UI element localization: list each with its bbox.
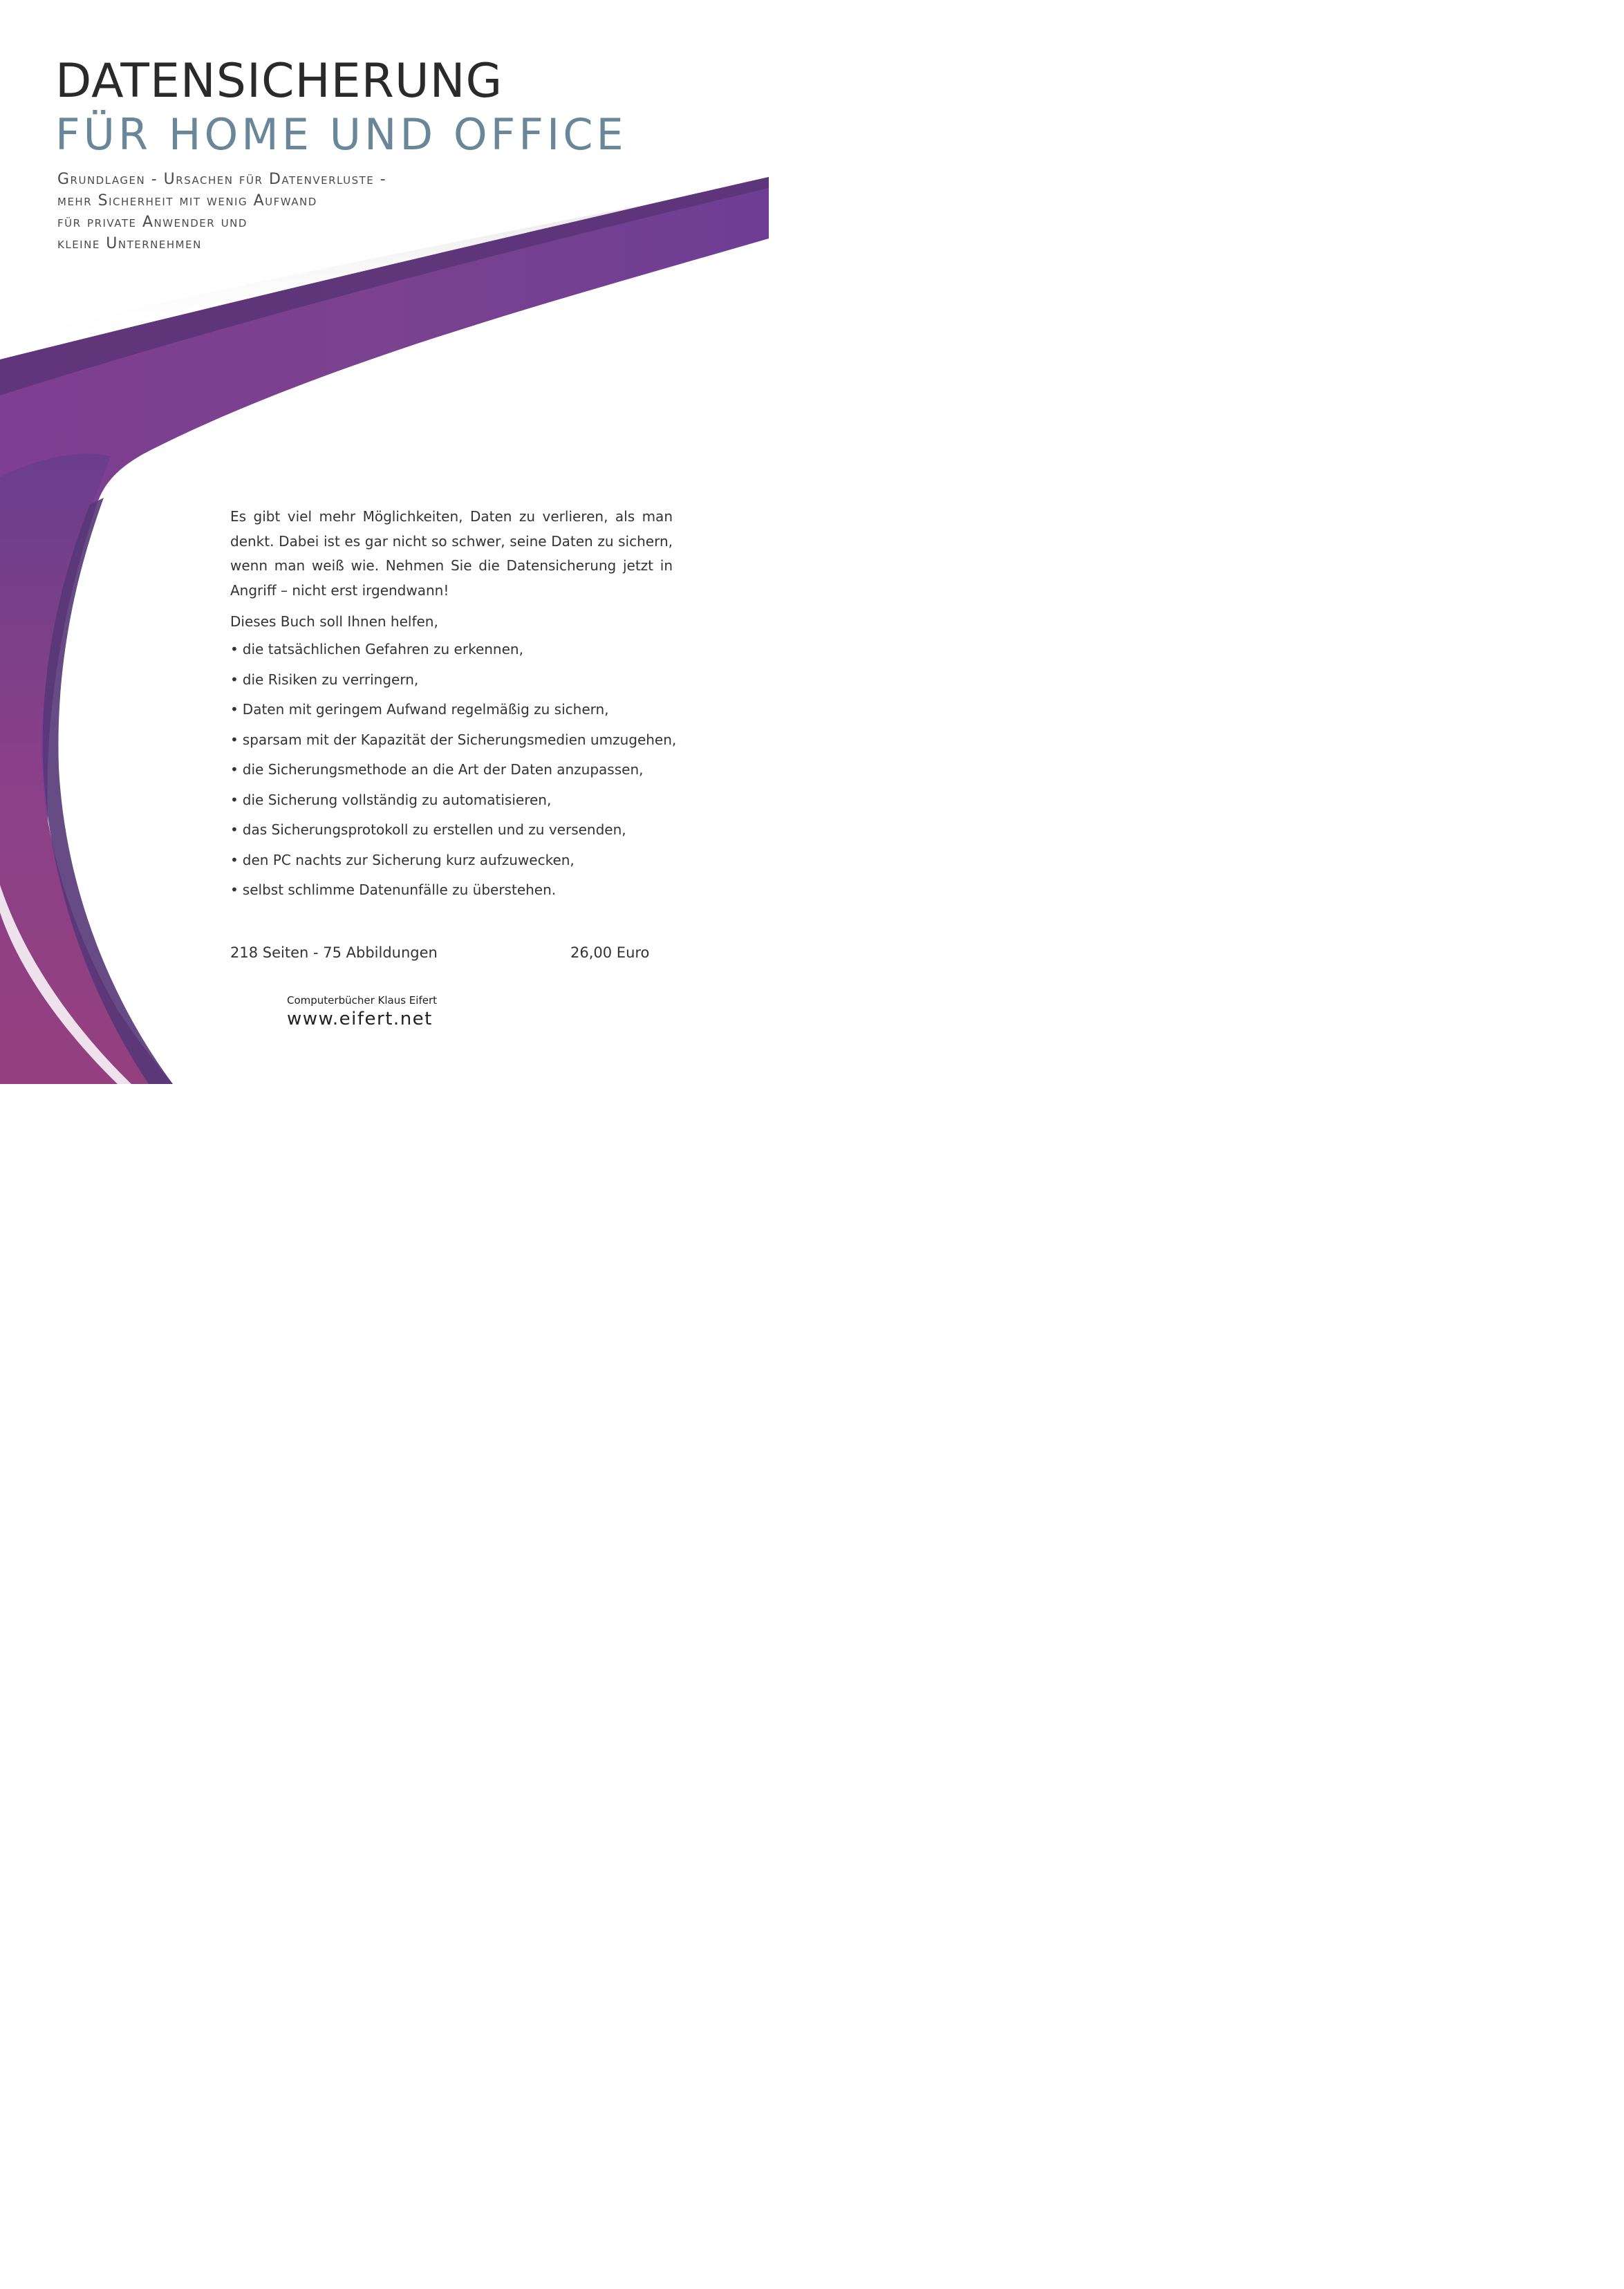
website-link[interactable]: www.eifert.net xyxy=(287,1009,433,1029)
subtitle xyxy=(57,169,445,254)
blurb xyxy=(230,505,677,911)
publisher-name: Computerbücher Klaus Eifert xyxy=(287,994,438,1007)
price: 26,00 Euro xyxy=(570,944,650,961)
title-main: DATENSICHERUNG xyxy=(55,54,503,109)
list-item: • den PC nachts zur Sicherung kurz aufzuwecken, xyxy=(230,851,673,881)
list-item: • selbst schlimme Datenunfälle zu überstehen. xyxy=(230,881,673,911)
subtitle-line: Grundlagen - Ursachen für Datenverluste - xyxy=(57,171,387,188)
book-cover xyxy=(0,0,769,1084)
benefit-list xyxy=(230,640,677,911)
list-item: • das Sicherungsprotokoll zu erstellen und zu versenden, xyxy=(230,821,673,851)
subtitle-line: für private Anwender und xyxy=(57,214,248,231)
list-item: • die Sicherung vollständig zu automatisieren, xyxy=(230,791,673,821)
list-item: • die Risiken zu verringern, xyxy=(230,671,673,701)
page-count: 218 Seiten - 75 Abbildungen xyxy=(230,944,438,961)
intro-paragraph: Es gibt viel mehr Möglichkeiten, Daten zu verlieren, als man denkt. Dabei ist es gar nicht so schwer, seine Daten zu sichern, wenn man weiß wie. Nehmen Sie die Datensicherung jetzt in Angriff – nicht erst irgendwann! xyxy=(230,508,673,599)
list-item: • sparsam mit der Kapazität der Sicherungsmedien umzugehen, xyxy=(230,731,673,761)
lead-sentence: Dieses Buch soll Ihnen helfen, xyxy=(230,613,438,630)
subtitle-line: kleine Unternehmen xyxy=(57,235,202,252)
title-sub: FÜR HOME UND OFFICE xyxy=(55,109,627,160)
subtitle-line: mehr Sicherheit mit wenig Aufwand xyxy=(57,192,317,209)
list-item: • die tatsächlichen Gefahren zu erkennen, xyxy=(230,640,673,671)
list-item: • die Sicherungsmethode an die Art der Daten anzupassen, xyxy=(230,760,673,791)
list-item: • Daten mit geringem Aufwand regelmäßig zu sichern, xyxy=(230,700,673,731)
